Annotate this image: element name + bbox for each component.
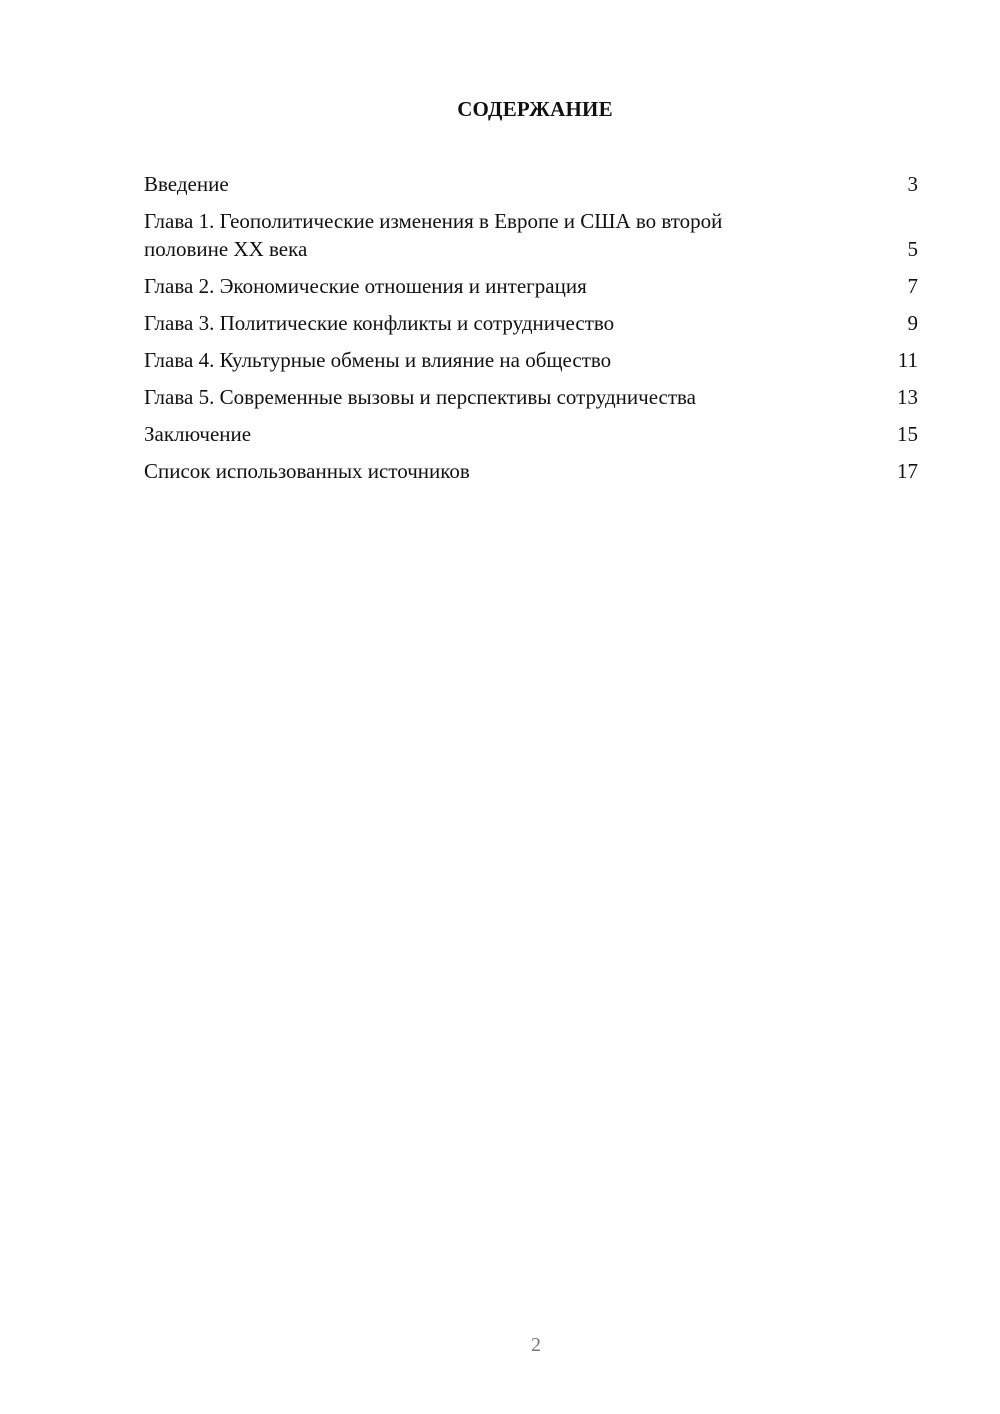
toc-entry-label: Введение <box>144 172 229 196</box>
toc-entry-label: Глава 1. Геополитические изменения в Европе и США во второй половине XX века <box>144 209 723 261</box>
toc-entry-chapter-1 <box>144 207 918 263</box>
toc-entry-page: 15 <box>897 422 918 446</box>
toc-entry-chapter-3 <box>144 309 918 337</box>
toc-entry-page: 3 <box>907 172 918 196</box>
toc-entry-label: Глава 2. Экономические отношения и интеграция <box>144 274 587 298</box>
toc-entry-introduction <box>144 170 918 198</box>
toc-entry-page: 13 <box>897 385 918 409</box>
page-number: 2 <box>531 1334 541 1356</box>
toc-entry-chapter-4 <box>144 346 918 374</box>
toc-entry-label: Глава 4. Культурные обмены и влияние на общество <box>144 348 612 372</box>
toc-entry-page: 7 <box>907 274 918 298</box>
table-of-contents <box>144 170 918 494</box>
toc-entry-page: 9 <box>907 311 918 335</box>
toc-entry-label: Глава 3. Политические конфликты и сотрудничество <box>144 311 615 335</box>
page-title: СОДЕРЖАНИЕ <box>457 97 613 121</box>
toc-entry-page: 5 <box>907 237 918 261</box>
toc-entry-chapter-5 <box>144 383 918 411</box>
toc-entry-conclusion <box>144 420 918 448</box>
toc-entry-page: 17 <box>897 459 918 483</box>
toc-entry-label: Заключение <box>144 422 252 446</box>
toc-entry-references <box>144 457 918 485</box>
toc-entry-page: 11 <box>897 348 918 372</box>
toc-entry-label: Глава 5. Современные вызовы и перспективы сотрудничества <box>144 385 696 409</box>
toc-entry-label: Список использованных источников <box>144 459 470 483</box>
toc-entry-chapter-2 <box>144 272 918 300</box>
